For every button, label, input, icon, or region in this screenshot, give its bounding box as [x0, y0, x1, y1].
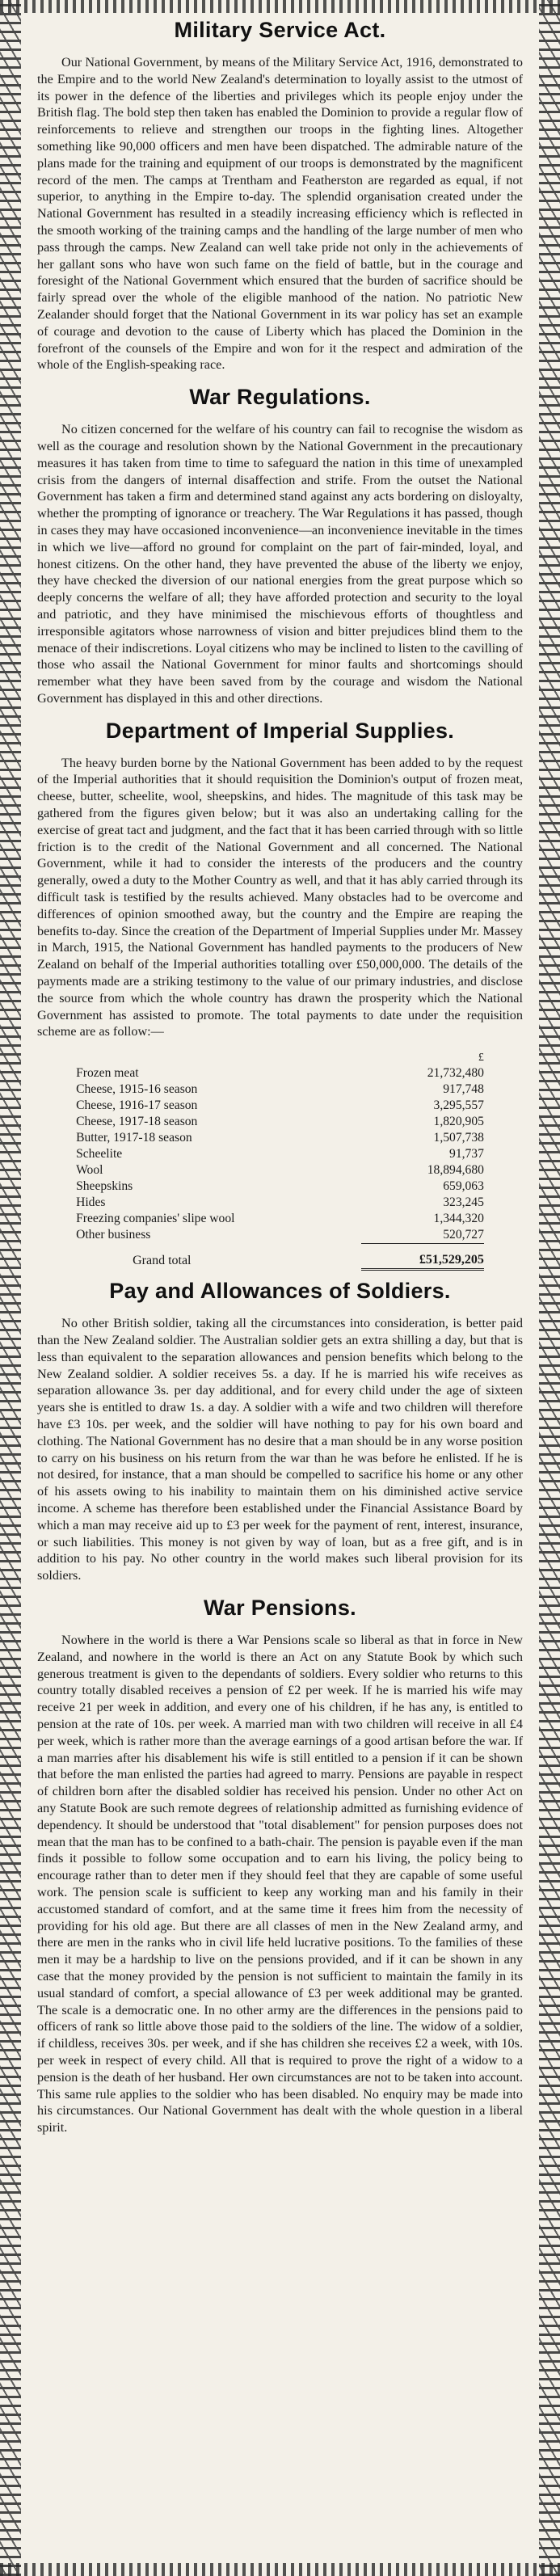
- table-item-label: Hides: [76, 1195, 106, 1210]
- currency-unit-row: [76, 1052, 484, 1065]
- section-title: Department of Imperial Supplies.: [105, 718, 455, 743]
- section-military-service-act: [37, 18, 523, 373]
- section-war-pensions: [37, 1596, 523, 2136]
- table-item-value: 91,737: [449, 1147, 484, 1162]
- section-title: Military Service Act.: [174, 18, 386, 42]
- table-row: [76, 1211, 484, 1227]
- article-content: [37, 18, 523, 2553]
- ornamental-border-left: [0, 0, 21, 2576]
- section-pay-and-allowances: [37, 1279, 523, 1584]
- section-title: Pay and Allowances of Soldiers.: [109, 1279, 451, 1304]
- grand-total-value: £51,529,205: [361, 1244, 483, 1270]
- section-paragraph: No citizen concerned for the welfare of his country can fail to recognise the wisdom as well as the courage and resolution shown by the National Government in the precautionary measures it has taken from time to time to safeguard the nation in this time of unexampled crisis from the dangers of internal disaffection and strife. From the outset the National Government has taken a firm and determined stand against any acts bordering on disloyalty, whether the prompting of ignorance or treachery. The War Regulations it has passed, though in cases they may have occasioned inconvenience—an inconvenience inevitable in the times in which we live—afford no ground for complaint on the part of fair-minded, loyal, and honest citizens. On the other hand, they have prevented the abuse of the liberty we enjoy, they have checked the diversion of our national energies from the great purpose which so deeply concerns the welfare of all; they have afforded protection and security to the loyal and patriotic, and they have minimised the mischievous efforts of thoughtless and irresponsible agitators whose narrowness of vision and bitter prejudices blind them to the menace of their indiscretions. Loyal citizens who may be inclined to listen to the cavilling of those who assail the National Government for minor faults and shortcomings should remember what they have been saved from by the courage and wisdom the National Government has displayed in this and other directions.: [37, 422, 523, 706]
- table-item-value: 18,894,680: [427, 1163, 484, 1178]
- table-row: [76, 1178, 484, 1195]
- section-paragraph: No other British soldier, taking all the circumstances into consideration, is better paid than the New Zealand soldier. The Australian soldier gets an extra shilling a day, but that is less than equivalent to the separation allowances and pension benefits which belong to the New Zealand soldier. A soldier receives 5s. a day. If he is married his wife receives as separation allowance 3s. per day additional, and for every child under the age of sixteen years she is entitled to draw 1s. a day. A soldier with a wife and two children will therefore have £3 10s. per week, and the soldier will have nothing to pay for his own board and clothing. The National Government has no desire that a man should be in any worse position to carry on his business on his return from the war than he was before he enlisted. If he is not desired, for instance, that a man should be compelled to sacrifice his home or any other of his assets owing to his inability to maintain them on his diminished active service income. A scheme has therefore been established under the Financial Assistance Board by which a man may receive aid up to £3 per week for the payment of rent, interest, insurance, or such liabilities. This money is not given by way of loan, but as a free gift, and is in addition to his pay. No other country in the world makes such liberal provision for its soldiers.: [37, 1316, 523, 1583]
- table-row: [76, 1130, 484, 1146]
- section-paragraph: Nowhere in the world is there a War Pensions scale so liberal as that in force in New Zealand, and nowhere in the world is there an Act on any Statute Book by which such generous treatment is given to the dependants of soldiers. Every soldier who returns to this country totally disabled receives a pension of £2 per week. If he is married his wife may receive 21 per week in addition, and every one of his children, if he has any, is entitled to pension at the rate of 10s. per week. A married man with two children will receive in all £4 per week, which is rather more than the average earnings of a good artisan before the war. If a man marries after his disablement his wife is still entitled to a pension if it can be shown that before the man enlisted the parties had agreed to marry. Pensions are payable in respect of children born after the disabled soldier has received his pension. Under no other Act on any Statute Book are such remote degrees of relationship admitted as furnishing evidence of dependency. It should be understood that "total disablement" for pension purposes does not mean that the man has to be confined to a bath-chair. The pension is payable even if the man finds it possible to follow some occupation and to earn his living, the policy being to encourage rather than to deter men if they should feel that they are capable of some useful work. The pension scale is sufficient to keep any working man and his family in their accustomed standard of comfort, and at the same time it frees him from the necessity of providing for his old age. But there are all classes of men in the New Zealand army, and there are men in the ranks who in civil life held lucrative positions. To the families of these men it may be a hardship to live on the pensions provided, and if it can be shown in any case that the money provided by the pension is not sufficient to maintain the family in its usual standard of comfort, a special allowance of £3 per week additional may be granted. The scale is a democratic one. In no other army are the differences in the pensions paid to officers of rank so little above those paid to the soldiers of the line. The widow of a soldier, if childless, receives 30s. per week, and if she has children she receives £2 a week, with 10s. per week in respect of every child. All that is required to prove the right of a widow to a pension is the death of her husband. Her own circumstances are not to be taken into account. This same rule applies to the soldier who has been disabled. No enquiry may be made into his circumstances. Our National Government has dealt with the whole question in a liberal spirit.: [37, 1632, 523, 2135]
- table-item-label: Scheelite: [76, 1147, 123, 1162]
- table-row: [76, 1195, 484, 1211]
- table-item-value: 21,732,480: [427, 1066, 484, 1081]
- table-item-value: 520,727: [443, 1228, 484, 1242]
- table-item-label: Cheese, 1917-18 season: [76, 1115, 198, 1129]
- ornamental-border-top: [0, 0, 560, 13]
- table-row: [76, 1098, 484, 1114]
- table-item-value: 3,295,557: [433, 1098, 484, 1113]
- table-row: [76, 1065, 484, 1081]
- table-item-label: Butter, 1917-18 season: [76, 1131, 192, 1145]
- table-item-label: Sheepskins: [76, 1179, 133, 1194]
- table-item-label: Cheese, 1915-16 season: [76, 1082, 198, 1097]
- table-item-value: 1,820,905: [433, 1115, 484, 1129]
- table-item-label: Other business: [76, 1228, 151, 1242]
- ornamental-border-right: [539, 0, 560, 2576]
- grand-total-label: Grand total: [133, 1253, 192, 1267]
- table-row: [76, 1081, 484, 1098]
- table-item-value: 323,245: [443, 1195, 484, 1210]
- currency-unit: £: [478, 1052, 484, 1065]
- section-paragraph: The heavy burden borne by the National Government has been added to by the request of the Imperial authorities that it should requisition the Dominion's output of frozen meat, cheese, butter, scheelite, wool, sheepskins, and hides. The magnitude of this task may be gathered from the figures given below; but it was also an undertaking calling for the exercise of great tact and judgment, and the fact that it has been carried through with so little friction is to the credit of the National Government and all concerned. The National Government, while it had to consider the interests of the producers and the country generally, owed a duty to the Mother Country as well, and that it has ably carried through its difficult task is testified by the results achieved. Many obstacles had to be overcome and differences of opinion smoothed away, but the country and the Empire are reaping the benefits to-day. Since the creation of the Department of Imperial Supplies under Mr. Massey in March, 1915, the National Government has handled payments to the producers of New Zealand on behalf of the Imperial authorities totalling over £50,000,000. The details of the payments made are a striking testimony to the value of our primary industries, and disclose the source from which the whole country has drawn the prosperity which the National Government has assisted to promote. The total payments to date under the requisition scheme are as follow:—: [37, 755, 523, 1039]
- table-item-value: 1,507,738: [433, 1131, 484, 1145]
- table-item-label: Cheese, 1916-17 season: [76, 1098, 198, 1113]
- table-item-value: 659,063: [443, 1179, 484, 1194]
- section-imperial-supplies: [37, 719, 523, 1271]
- section-title: War Regulations.: [189, 385, 371, 410]
- section-paragraph: Our National Government, by means of the Military Service Act, 1916, demonstrated to the Empire and to the world New Zealand's determination to loyally assist to the utmost of its power in the defence of the liberties and privileges which its people enjoy under the British flag. The bold step then taken has enabled the Dominion to provide a regular flow of reinforcements to relieve and strengthen our troops in the fighting lines. Altogether something like 90,000 officers and men have been dispatched. The admirable nature of the plans made for the training and equipment of our troops is demonstrated by the magnificent record of the men. The camps at Trentham and Featherston are regarded as equal, if not superior, to anything in the Empire to-day. The splendid organisation created under the National Government has resulted in a steadily increasing efficiency which is reflected in the smooth working of the training camps and the handling of the large number of men who pass through the camps. New Zealand can well take pride not only in the achievements of her gallant sons who have won such fame on the field of battle, but in the courage and foresight of the National Government which ensured that the burden of sacrifice should be fairly spread over the whole of the eligible manhood of the nation. No patriotic New Zealander should forget that the National Government in its war policy has set an example of courage and devotion to the cause of Liberty which has placed the Dominion in the forefront of the counsels of the Empire and won for it the respect and admiration of the whole of the English-speaking race.: [37, 55, 523, 373]
- table-row: [76, 1114, 484, 1130]
- table-item-value: 917,748: [443, 1082, 484, 1097]
- table-item-label: Freezing companies' slipe wool: [76, 1212, 235, 1226]
- ornamental-border-bottom: [0, 2563, 560, 2576]
- grand-total-row: [76, 1244, 484, 1270]
- payments-table: [76, 1052, 484, 1271]
- table-item-label: Frozen meat: [76, 1066, 139, 1081]
- table-item-label: Wool: [76, 1163, 103, 1178]
- table-row: [76, 1146, 484, 1162]
- table-item-value: 1,344,320: [433, 1212, 484, 1226]
- section-war-regulations: [37, 385, 523, 707]
- table-row: [76, 1227, 484, 1244]
- table-row: [76, 1162, 484, 1178]
- section-title: War Pensions.: [204, 1595, 356, 1620]
